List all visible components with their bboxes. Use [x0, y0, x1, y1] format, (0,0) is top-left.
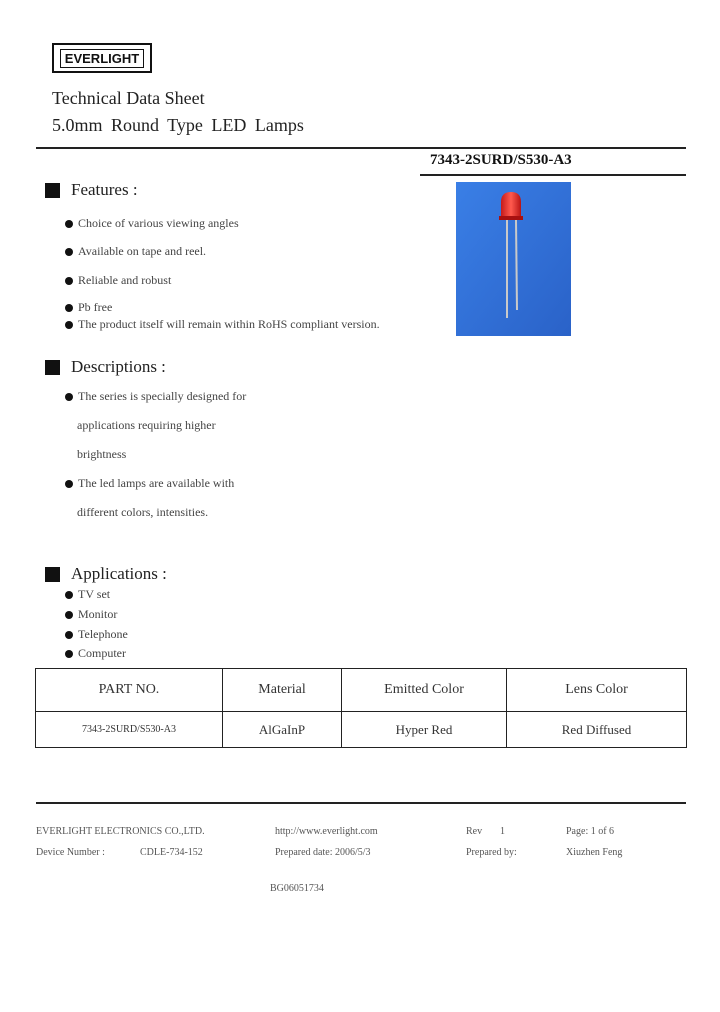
- prepared-by-label: Prepared by:: [466, 847, 517, 858]
- revision-label: Rev: [466, 826, 483, 837]
- bullet-dot-icon: [65, 304, 73, 312]
- prepared-date: Prepared date: 2006/5/3: [275, 847, 371, 858]
- applications-section-header: [45, 564, 167, 584]
- feature-item: Reliable and robust: [65, 273, 171, 288]
- part-info-table: [35, 668, 687, 748]
- features-heading: Features :: [71, 180, 138, 199]
- square-bullet-icon: [45, 567, 60, 582]
- cell-lens-color: Red Diffused: [507, 712, 687, 748]
- applications-heading: Applications :: [71, 564, 167, 583]
- bullet-dot-icon: [65, 631, 73, 639]
- descriptions-section-header: [45, 357, 166, 377]
- bullet-dot-icon: [65, 591, 73, 599]
- part-number-underline: [420, 174, 686, 176]
- table-header-row: [36, 669, 687, 712]
- website-link[interactable]: http://www.everlight.com: [275, 826, 378, 837]
- application-item: Telephone: [65, 627, 128, 642]
- part-number-heading: 7343-2SURD/S530-A3: [430, 152, 572, 168]
- description-continuation: applications requiring higher: [77, 418, 216, 432]
- feature-item: The product itself will remain within RoHS compliant version.: [65, 317, 380, 332]
- description-item: The series is specially designed for: [65, 389, 246, 404]
- red-led-lamp-image: [456, 182, 571, 336]
- bullet-dot-icon: [65, 393, 73, 401]
- square-bullet-icon: [45, 360, 60, 375]
- cell-material: AlGaInP: [223, 712, 342, 748]
- cell-emitted-color: Hyper Red: [342, 712, 507, 748]
- description-continuation: different colors, intensities.: [77, 505, 209, 519]
- application-item: Monitor: [65, 607, 117, 622]
- cell-part-no: 7343-2SURD/S530-A3: [36, 712, 223, 748]
- logo-text: EVERLIGHT: [60, 49, 144, 68]
- bullet-dot-icon: [65, 277, 73, 285]
- feature-item: Pb free: [65, 300, 112, 315]
- square-bullet-icon: [45, 183, 60, 198]
- page-number: Page: 1 of 6: [566, 826, 615, 837]
- table-row: [36, 712, 687, 748]
- device-number-value: CDLE-734-152: [140, 847, 203, 858]
- description-item: The led lamps are available with: [65, 476, 234, 491]
- column-header-part-no: PART NO.: [36, 669, 223, 712]
- feature-item: Available on tape and reel.: [65, 244, 206, 259]
- bullet-dot-icon: [65, 248, 73, 256]
- features-section-header: [45, 180, 138, 200]
- prepared-by-value: Xiuzhen Feng: [566, 847, 623, 858]
- feature-item: Choice of various viewing angles: [65, 216, 239, 231]
- company-name: EVERLIGHT ELECTRONICS CO.,LTD.: [36, 826, 205, 837]
- header-divider: [36, 147, 686, 149]
- document-code: BG06051734: [270, 883, 324, 894]
- device-number-label: Device Number :: [36, 847, 105, 858]
- revision-value: 1: [500, 826, 505, 837]
- application-item: Computer: [65, 646, 126, 661]
- everlight-logo: [52, 43, 152, 73]
- bullet-dot-icon: [65, 611, 73, 619]
- document-subtitle: 5.0mm Round Type LED Lamps: [52, 115, 304, 135]
- bullet-dot-icon: [65, 321, 73, 329]
- descriptions-heading: Descriptions :: [71, 357, 166, 376]
- column-header-material: Material: [223, 669, 342, 712]
- document-title: Technical Data Sheet: [52, 88, 205, 108]
- footer-divider: [36, 802, 686, 804]
- application-item: TV set: [65, 587, 110, 602]
- column-header-emitted-color: Emitted Color: [342, 669, 507, 712]
- bullet-dot-icon: [65, 650, 73, 658]
- bullet-dot-icon: [65, 480, 73, 488]
- column-header-lens-color: Lens Color: [507, 669, 687, 712]
- description-continuation: brightness: [77, 447, 127, 461]
- bullet-dot-icon: [65, 220, 73, 228]
